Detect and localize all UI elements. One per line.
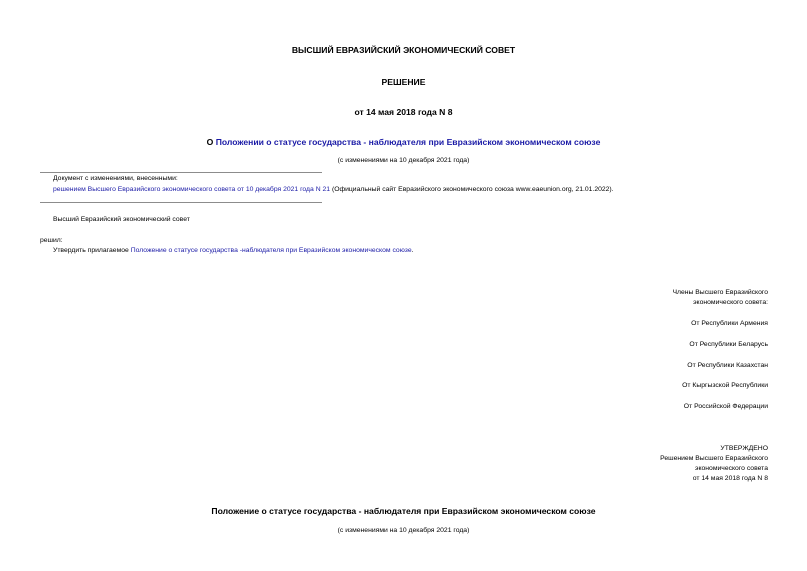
annex-amendments-note: (с изменениями на 10 декабря 2021 года)	[337, 527, 470, 534]
signatory-russia: От Российской Федерации	[683, 403, 768, 410]
amending-decision-link[interactable]: решением Высшего Евразийского экономического совета от 10 декабря 2021 года N 21	[53, 186, 331, 193]
approved-line2: Решением Высшего Евразийского	[660, 455, 768, 462]
amendments-note: (с изменениями на 10 декабря 2021 года)	[337, 157, 470, 164]
document-title	[0, 137, 807, 147]
signatory-kazakhstan: От Республики Казахстан	[687, 362, 768, 369]
document-title-prefix: О	[206, 137, 216, 147]
regulation-link[interactable]: Положение о статусе государства -наблюдателя при Евразийском экономическом союзе	[130, 247, 412, 254]
approve-suffix: .	[411, 247, 414, 254]
changes-box-bottom-rule	[40, 202, 322, 203]
signatories-heading-line1: Члены Высшего Евразийского	[672, 289, 768, 296]
approved-line3: экономического совета	[694, 465, 768, 472]
signatories-heading-line2: экономического совета:	[693, 299, 768, 306]
amending-decision-source: (Официальный сайт Евразийского экономического союза www.eaeunion.org, 21.01.2022).	[330, 186, 614, 193]
signatory-kyrgyzstan: От Кыргызской Республики	[682, 382, 768, 389]
document-type: РЕШЕНИЕ	[381, 77, 426, 87]
approve-clause	[53, 247, 414, 254]
approve-prefix: Утвердить прилагаемое	[53, 247, 131, 254]
document-title-link[interactable]: Положении о статусе государства - наблюдателя при Евразийском экономическом союзе	[215, 137, 601, 147]
council-name: ВЫСШИЙ ЕВРАЗИЙСКИЙ ЭКОНОМИЧЕСКИЙ СОВЕТ	[291, 45, 516, 55]
signatory-armenia: От Республики Армения	[691, 320, 768, 327]
decided-label: решил:	[40, 237, 63, 244]
document-date-number: от 14 мая 2018 года N 8	[354, 107, 453, 117]
approved-line1: УТВЕРЖДЕНО	[720, 445, 768, 452]
changes-entry	[53, 186, 614, 193]
approved-line4: от 14 мая 2018 года N 8	[692, 475, 768, 482]
preamble: Высший Евразийский экономический совет	[53, 216, 190, 223]
signatory-belarus: От Республики Беларусь	[689, 341, 768, 348]
changes-box-top-rule	[40, 172, 322, 173]
changes-intro: Документ с изменениями, внесенными:	[53, 175, 178, 182]
annex-title: Положение о статусе государства - наблюдателя при Евразийском экономическом союзе	[211, 506, 596, 516]
